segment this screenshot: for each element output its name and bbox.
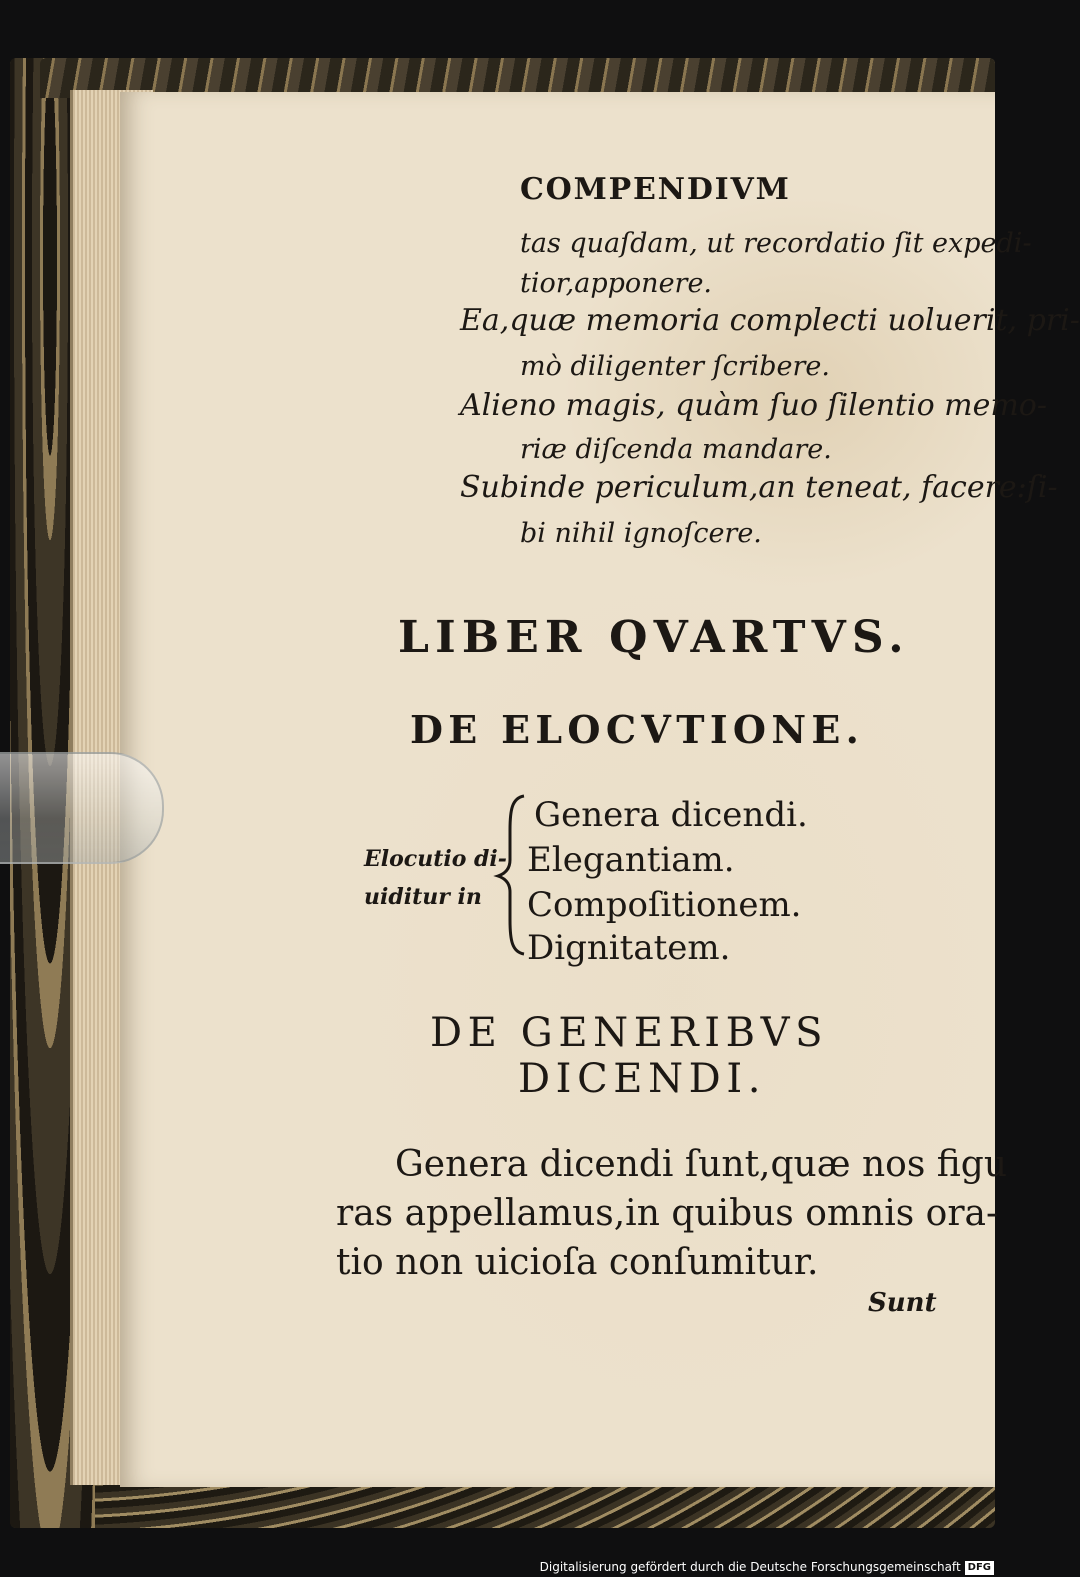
division-label: uiditur in: [364, 884, 482, 910]
dfg-logo: DFG: [965, 1561, 994, 1575]
catchword: Sunt: [868, 1288, 937, 1318]
division-item: Compoſitionem.: [527, 885, 802, 925]
subsection-heading-line2: DICENDI.: [518, 1056, 767, 1102]
running-title: COMPENDIVM: [520, 172, 791, 207]
body-line: ras appellamus,in quibus omnis ora-: [336, 1193, 999, 1234]
text-line: tas quaſdam, ut recordatio ſit expedi-: [520, 228, 1032, 259]
text-line: Ea,quæ memoria complecti uoluerit, pri-: [460, 303, 1080, 338]
division-item: Genera dicendi.: [534, 795, 808, 835]
text-line: mò diligenter ſcribere.: [520, 351, 830, 382]
text-line: bi nihil ignoſcere.: [520, 518, 762, 549]
division-label: Elocutio di-: [364, 846, 507, 872]
footer-text: Digitalisierung gefördert durch die Deutsche Forschungsgemeinschaft: [539, 1560, 961, 1574]
body-line: tio non uicioſa conſumitur.: [336, 1242, 819, 1283]
subsection-heading-line1: DE GENERIBVS: [430, 1010, 829, 1056]
book-heading: LIBER QVARTVS.: [398, 612, 910, 663]
glass-page-clip: [0, 752, 164, 864]
body-line: Genera dicendi ſunt,quæ nos figu: [395, 1144, 1008, 1185]
text-line: Subinde periculum,an teneat, facere:ſi-: [460, 470, 1058, 505]
division-item: Elegantiam.: [527, 840, 735, 880]
digitization-footer: [0, 1557, 1000, 1577]
text-line: riæ diſcenda mandare.: [520, 434, 832, 465]
text-line: tior,apponere.: [520, 268, 713, 299]
text-line: Alieno magis, quàm ſuo ſilentio memo-: [460, 388, 1048, 423]
section-heading: DE ELOCVTIONE.: [410, 707, 865, 752]
division-item: Dignitatem.: [527, 928, 731, 968]
